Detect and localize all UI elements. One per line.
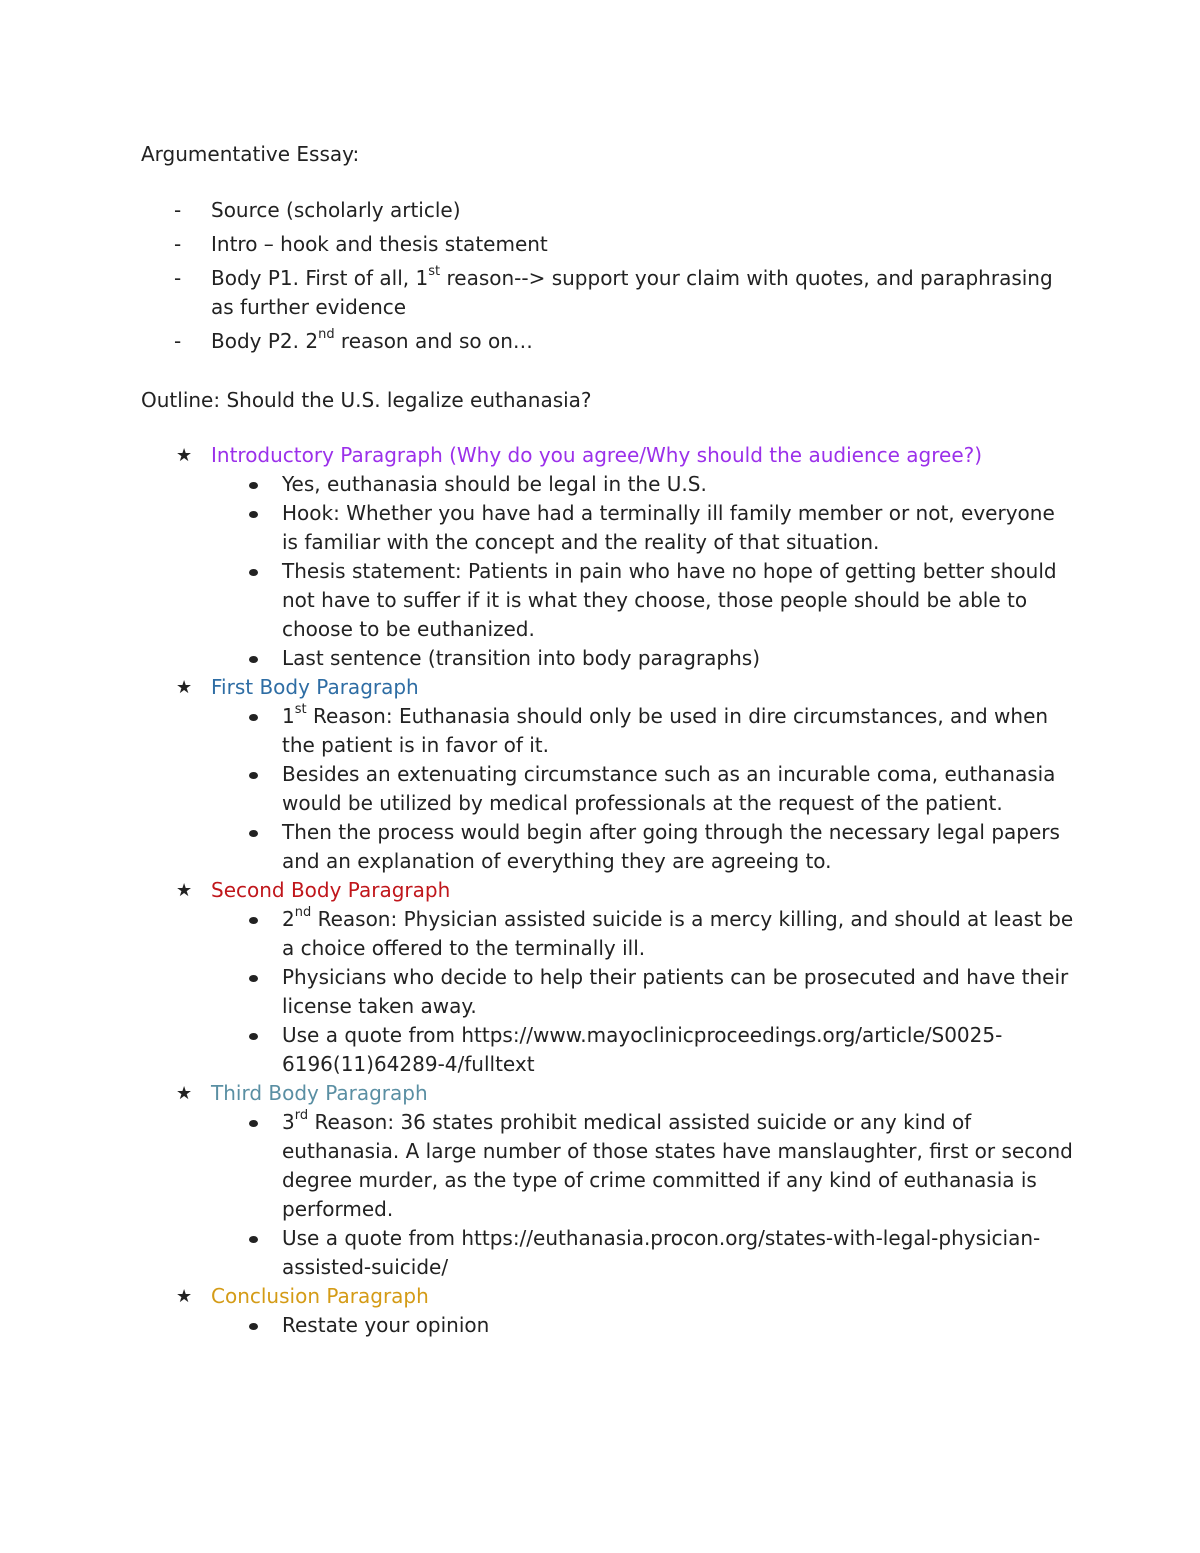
bullet-item bbox=[247, 1021, 1076, 1079]
essay-requirements-list bbox=[174, 196, 1054, 361]
section-title: Third Body Paragraph bbox=[211, 1081, 428, 1105]
bullet-text: Physicians who decide to help their patients can be prosecuted and have their license taken away. bbox=[282, 965, 1069, 1018]
list-item bbox=[174, 230, 1054, 259]
list-item bbox=[174, 264, 1054, 322]
bullet-list bbox=[247, 1311, 1076, 1340]
bullet-icon bbox=[249, 482, 258, 489]
bullet-text: Hook: Whether you have had a terminally ill family member or not, everyone is familiar with the concept and the reality of that situation. bbox=[282, 501, 1055, 554]
outline-section bbox=[176, 673, 1076, 876]
bullet-text: Besides an extenuating circumstance such as an incurable coma, euthanasia would be utilized by medical professionals at the request of the patient. bbox=[282, 762, 1056, 815]
bullet-text-rest: Reason: 36 states prohibit medical assisted suicide or any kind of euthanasia. A large number of those states have manslaughter, first or second degree murder, as the type of crime committed if any kind of euthanasia is performed. bbox=[282, 1110, 1073, 1221]
bullet-sup: st bbox=[294, 702, 307, 718]
bullet-icon bbox=[249, 1236, 258, 1243]
list-item-sup: nd bbox=[318, 327, 335, 343]
list-item-text: Intro – hook and thesis statement bbox=[211, 232, 548, 256]
bullet-text: 1 bbox=[282, 704, 295, 728]
list-item-text: Body P2. 2 bbox=[211, 329, 319, 353]
dash-marker: - bbox=[174, 198, 182, 222]
bullet-list bbox=[247, 702, 1076, 876]
dash-marker: - bbox=[174, 232, 182, 256]
bullet-icon bbox=[249, 1033, 258, 1040]
bullet-item bbox=[247, 557, 1076, 644]
list-item bbox=[174, 196, 1054, 225]
bullet-list bbox=[247, 905, 1076, 1079]
bullet-item bbox=[247, 905, 1076, 963]
star-icon: ★ bbox=[176, 1286, 193, 1307]
bullet-icon bbox=[249, 511, 258, 518]
bullet-icon bbox=[249, 569, 258, 576]
list-item-text-rest: reason and so on… bbox=[334, 329, 533, 353]
bullet-icon bbox=[249, 830, 258, 837]
outline-list bbox=[176, 441, 1076, 1340]
bullet-icon bbox=[249, 1120, 258, 1127]
bullet-text: Restate your opinion bbox=[282, 1313, 490, 1337]
outline-section bbox=[176, 1282, 1076, 1340]
bullet-text: Use a quote from https://www.mayoclinicproceedings.org/article/S0025-6196(11)64289-4/fulltext bbox=[282, 1023, 1003, 1076]
bullet-text: Last sentence (transition into body paragraphs) bbox=[282, 646, 761, 670]
outline-section bbox=[176, 876, 1076, 1079]
bullet-list bbox=[247, 470, 1076, 673]
star-icon: ★ bbox=[176, 677, 193, 698]
list-item-sup: st bbox=[428, 264, 441, 280]
section-title: First Body Paragraph bbox=[211, 675, 419, 699]
bullet-list bbox=[247, 1108, 1076, 1282]
bullet-text: Thesis statement: Patients in pain who have no hope of getting better should not have to suffer if it is what they choose, those people should be able to choose to be euthanized. bbox=[282, 559, 1057, 641]
list-item bbox=[174, 327, 1054, 356]
section-title: Second Body Paragraph bbox=[211, 878, 451, 902]
bullet-text: Use a quote from https://euthanasia.procon.org/states-with-legal-physician-assisted-suicide/ bbox=[282, 1226, 1041, 1279]
bullet-item bbox=[247, 760, 1076, 818]
bullet-item bbox=[247, 818, 1076, 876]
bullet-text: Then the process would begin after going through the necessary legal papers and an explanation of everything they are agreeing to. bbox=[282, 820, 1060, 873]
star-icon: ★ bbox=[176, 880, 193, 901]
bullet-item bbox=[247, 963, 1076, 1021]
bullet-text-rest: Reason: Physician assisted suicide is a mercy killing, and should at least be a choice offered to the terminally ill. bbox=[282, 907, 1074, 960]
outline-section bbox=[176, 441, 1076, 673]
bullet-item bbox=[247, 702, 1076, 760]
star-icon: ★ bbox=[176, 1083, 193, 1104]
essay-heading: Argumentative Essay: bbox=[141, 142, 360, 166]
bullet-icon bbox=[249, 656, 258, 663]
outline-section bbox=[176, 1079, 1076, 1282]
bullet-icon bbox=[249, 772, 258, 779]
bullet-icon bbox=[249, 917, 258, 924]
list-item-text: Source (scholarly article) bbox=[211, 198, 461, 222]
bullet-text-rest: Reason: Euthanasia should only be used in dire circumstances, and when the patient is in favor of it. bbox=[282, 704, 1049, 757]
bullet-text: 2 bbox=[282, 907, 295, 931]
bullet-item bbox=[247, 470, 1076, 499]
bullet-item bbox=[247, 1224, 1076, 1282]
bullet-item bbox=[247, 499, 1076, 557]
bullet-icon bbox=[249, 1323, 258, 1330]
dash-marker: - bbox=[174, 266, 182, 290]
list-item-text: Body P1. First of all, 1 bbox=[211, 266, 429, 290]
bullet-text: Yes, euthanasia should be legal in the U.S. bbox=[282, 472, 707, 496]
bullet-icon bbox=[249, 975, 258, 982]
dash-marker: - bbox=[174, 329, 182, 353]
section-title: Introductory Paragraph (Why do you agree/Why should the audience agree?) bbox=[211, 443, 983, 467]
bullet-text: 3 bbox=[282, 1110, 295, 1134]
section-title: Conclusion Paragraph bbox=[211, 1284, 429, 1308]
outline-heading: Outline: Should the U.S. legalize euthanasia? bbox=[141, 388, 592, 412]
bullet-item bbox=[247, 1311, 1076, 1340]
bullet-item bbox=[247, 644, 1076, 673]
list-item-text-rest: reason--> support your claim with quotes, and paraphrasing as further evidence bbox=[211, 266, 1053, 319]
star-icon: ★ bbox=[176, 445, 193, 466]
bullet-item bbox=[247, 1108, 1076, 1224]
bullet-sup: rd bbox=[294, 1108, 309, 1124]
bullet-sup: nd bbox=[294, 905, 312, 921]
bullet-icon bbox=[249, 714, 258, 721]
